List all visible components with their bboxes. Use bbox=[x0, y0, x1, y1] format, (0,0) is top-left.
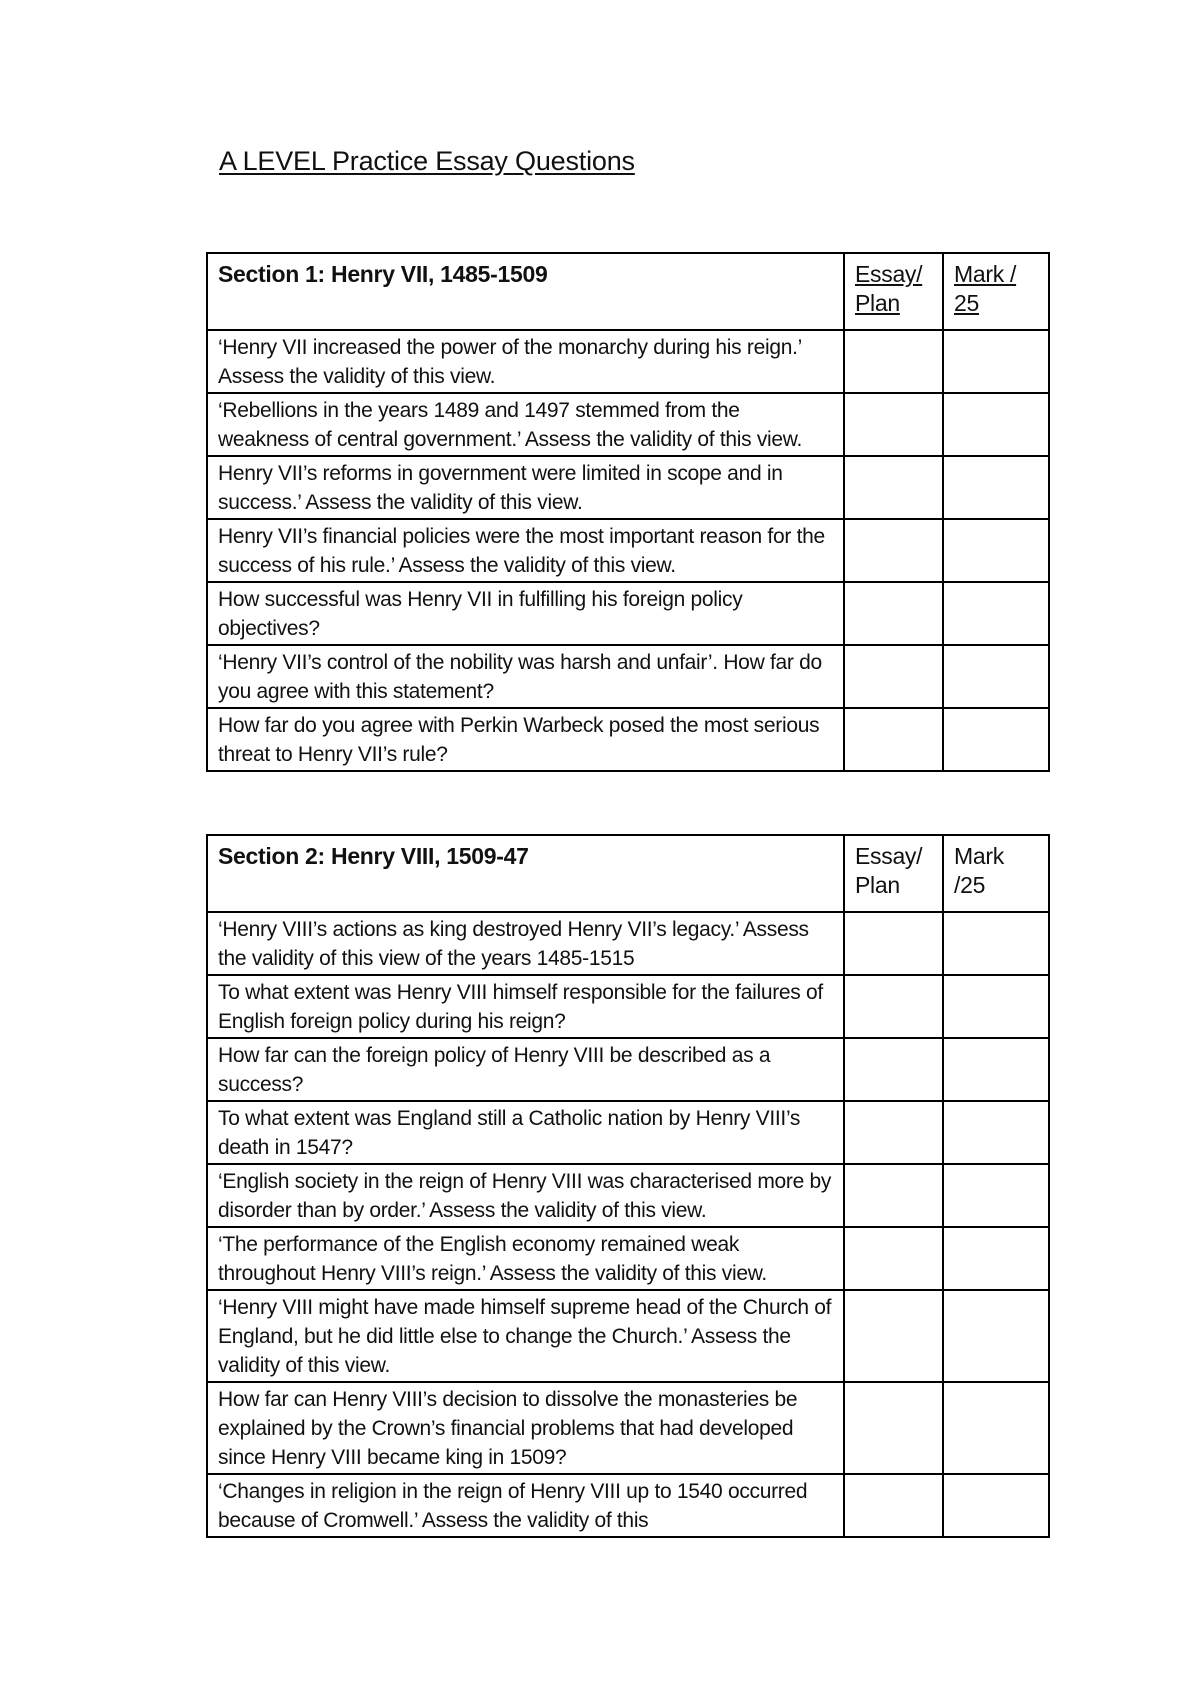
essay-plan-cell bbox=[844, 912, 943, 975]
question-row bbox=[207, 975, 1049, 1038]
essay-plan-cell bbox=[844, 519, 943, 582]
section-2-table bbox=[206, 834, 1050, 1538]
mark-cell bbox=[943, 975, 1049, 1038]
essay-plan-cell bbox=[844, 1382, 943, 1474]
essay-plan-cell bbox=[844, 1227, 943, 1290]
mark-cell bbox=[943, 1290, 1049, 1382]
mark-cell bbox=[943, 912, 1049, 975]
mark-cell bbox=[943, 519, 1049, 582]
question-row bbox=[207, 456, 1049, 519]
question-text: ‘Changes in religion in the reign of Henry VIII up to 1540 occurred because of Cromwell.’ Assess the validity of this bbox=[207, 1474, 844, 1537]
question-text: Henry VII’s reforms in government were limited in scope and in success.’ Assess the validity of this view. bbox=[207, 456, 844, 519]
question-text: ‘Henry VIII’s actions as king destroyed Henry VII’s legacy.’ Assess the validity of this view of the years 1485-1515 bbox=[207, 912, 844, 975]
essay-plan-cell bbox=[844, 1038, 943, 1101]
question-row bbox=[207, 519, 1049, 582]
mark-column-header: Mark / 25 bbox=[943, 253, 1049, 330]
mark-cell bbox=[943, 1227, 1049, 1290]
section-1-table bbox=[206, 252, 1050, 772]
question-text: To what extent was Henry VIII himself responsible for the failures of English foreign policy during his reign? bbox=[207, 975, 844, 1038]
question-text: ‘Rebellions in the years 1489 and 1497 stemmed from the weakness of central government.’ Assess the validity of this view. bbox=[207, 393, 844, 456]
essay-plan-cell bbox=[844, 708, 943, 771]
essay-plan-cell bbox=[844, 1101, 943, 1164]
question-row bbox=[207, 1227, 1049, 1290]
essay-plan-cell bbox=[844, 330, 943, 393]
question-text: To what extent was England still a Catholic nation by Henry VIII’s death in 1547? bbox=[207, 1101, 844, 1164]
question-row bbox=[207, 1101, 1049, 1164]
question-text: How far can Henry VIII’s decision to dissolve the monasteries be explained by the Crown’s financial problems that had developed since Henry VIII became king in 1509? bbox=[207, 1382, 844, 1474]
question-row bbox=[207, 1382, 1049, 1474]
question-row bbox=[207, 1474, 1049, 1537]
mark-cell bbox=[943, 708, 1049, 771]
question-text: ‘The performance of the English economy remained weak throughout Henry VIII’s reign.’ Assess the validity of this view. bbox=[207, 1227, 844, 1290]
question-row bbox=[207, 330, 1049, 393]
question-row bbox=[207, 1164, 1049, 1227]
mark-cell bbox=[943, 1382, 1049, 1474]
question-text: ‘Henry VIII might have made himself supreme head of the Church of England, but he did little else to change the Church.’ Assess the validity of this view. bbox=[207, 1290, 844, 1382]
essay-plan-column-header: Essay/ Plan bbox=[844, 253, 943, 330]
mark-column-header: Mark /25 bbox=[943, 835, 1049, 912]
essay-plan-column-header: Essay/ Plan bbox=[844, 835, 943, 912]
question-text: ‘Henry VII increased the power of the monarchy during his reign.’ Assess the validity of this view. bbox=[207, 330, 844, 393]
mark-cell bbox=[943, 1038, 1049, 1101]
mark-cell bbox=[943, 330, 1049, 393]
question-row bbox=[207, 393, 1049, 456]
section-header-row bbox=[207, 253, 1049, 330]
essay-plan-cell bbox=[844, 1474, 943, 1537]
mark-cell bbox=[943, 456, 1049, 519]
question-row bbox=[207, 1038, 1049, 1101]
essay-plan-cell bbox=[844, 1290, 943, 1382]
question-text: ‘English society in the reign of Henry VIII was characterised more by disorder than by order.’ Assess the validity of this view. bbox=[207, 1164, 844, 1227]
section-heading: Section 2: Henry VIII, 1509-47 bbox=[207, 835, 844, 912]
mark-cell bbox=[943, 645, 1049, 708]
question-text: ‘Henry VII’s control of the nobility was harsh and unfair’. How far do you agree with this statement? bbox=[207, 645, 844, 708]
question-row bbox=[207, 582, 1049, 645]
essay-plan-cell bbox=[844, 456, 943, 519]
question-row bbox=[207, 645, 1049, 708]
question-row bbox=[207, 708, 1049, 771]
essay-plan-cell bbox=[844, 645, 943, 708]
essay-plan-cell bbox=[844, 1164, 943, 1227]
section-heading: Section 1: Henry VII, 1485-1509 bbox=[207, 253, 844, 330]
mark-cell bbox=[943, 1474, 1049, 1537]
mark-cell bbox=[943, 1101, 1049, 1164]
question-row bbox=[207, 1290, 1049, 1382]
page-title: A LEVEL Practice Essay Questions bbox=[219, 146, 635, 176]
question-row bbox=[207, 912, 1049, 975]
question-text: Henry VII’s financial policies were the most important reason for the success of his rule.’ Assess the validity of this view. bbox=[207, 519, 844, 582]
section-header-row bbox=[207, 835, 1049, 912]
mark-cell bbox=[943, 393, 1049, 456]
essay-plan-cell bbox=[844, 975, 943, 1038]
essay-plan-cell bbox=[844, 393, 943, 456]
mark-cell bbox=[943, 582, 1049, 645]
question-text: How far can the foreign policy of Henry VIII be described as a success? bbox=[207, 1038, 844, 1101]
question-text: How successful was Henry VII in fulfilling his foreign policy objectives? bbox=[207, 582, 844, 645]
question-text: How far do you agree with Perkin Warbeck posed the most serious threat to Henry VII’s rule? bbox=[207, 708, 844, 771]
essay-plan-cell bbox=[844, 582, 943, 645]
mark-cell bbox=[943, 1164, 1049, 1227]
